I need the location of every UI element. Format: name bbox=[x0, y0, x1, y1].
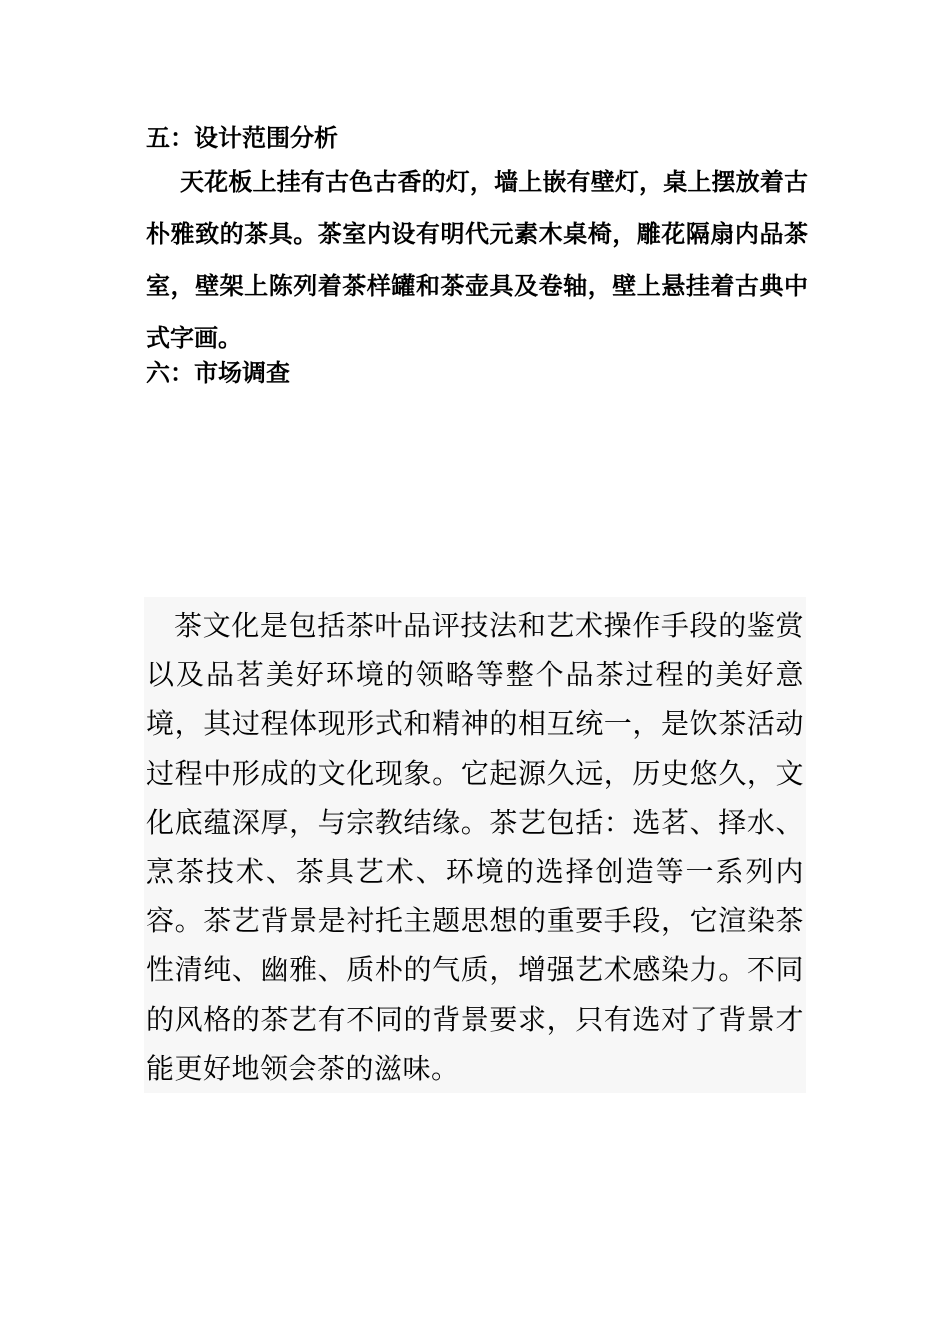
tea-culture-block bbox=[144, 597, 806, 1093]
design-scope-paragraph: 天花板上挂有古色古香的灯，墙上嵌有壁灯，桌上摆放着古朴雅致的茶具。茶室内设有明代元素木桌椅，雕花隔扇内品茶室，壁架上陈列着茶样罐和茶壶具及卷轴，壁上悬挂着古典中式字画。 bbox=[146, 167, 808, 352]
section-five-heading: 五：设计范围分析 bbox=[146, 123, 338, 152]
tea-culture-paragraph: 茶文化是包括茶叶品评技法和艺术操作手段的鉴赏以及品茗美好环境的领略等整个品茶过程的美好意境，其过程体现形式和精神的相互统一，是饮茶活动过程中形成的文化现象。它起源久远，历史悠久，文化底蕴深厚，与宗教结缘。茶艺包括：选茗、择水、烹茶技术、茶具艺术、环境的选择创造等一系列内容。茶艺背景是衬托主题思想的重要手段，它渲染茶性清纯、幽雅、质朴的气质，增强艺术感染力。不同的风格的茶艺有不同的背景要求，只有选对了背景才能更好地领会茶的滋味。 bbox=[146, 609, 804, 1085]
section-six-heading: 六：市场调查 bbox=[146, 358, 290, 387]
